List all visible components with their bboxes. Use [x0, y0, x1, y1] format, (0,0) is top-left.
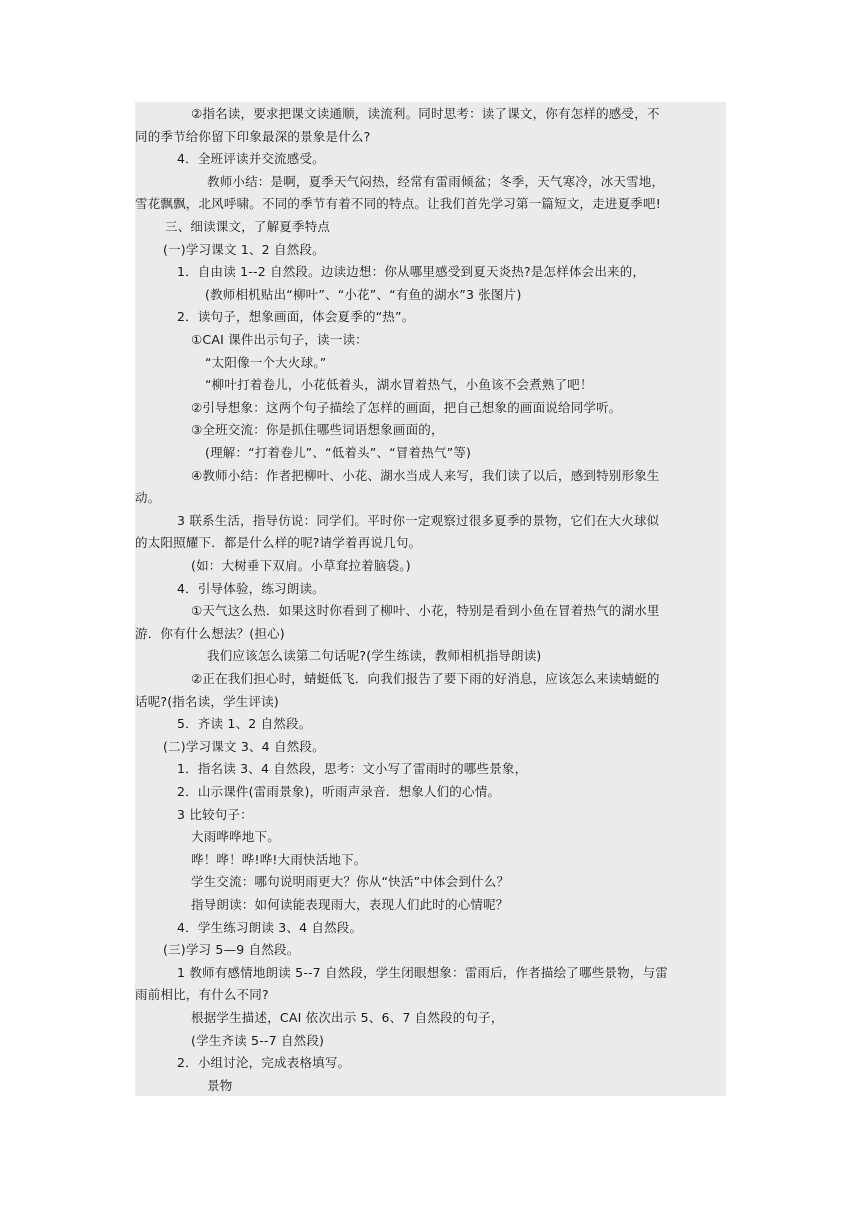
text-line: ④教师小结：作者把柳叶、小花、湖水当成人来写，我们读了以后，感到特别形象生	[191, 467, 660, 483]
text-line: 大雨哗哗地下。	[191, 829, 280, 845]
text-line: 1 教师有感情地朗读 5--7 自然段，学生闭眼想象：雷雨后，作者描绘了哪些景物，与雷	[177, 964, 668, 980]
text-line: 哗！哗！哗!哗!大雨快活地下。	[191, 851, 367, 867]
text-line: (三)学习 5—9 自然段。	[163, 942, 300, 958]
text-line: (理解：“打着卷儿”、“低着头”、“冒着热气”等)	[205, 445, 472, 460]
text-line: 4．全班评读并交流感受。	[177, 151, 325, 167]
text-line: 三、细读课文，了解夏季特点	[165, 219, 331, 234]
text-line: 景物	[207, 1077, 233, 1093]
text-line: (学生齐读 5--7 自然段)	[191, 1032, 325, 1048]
text-line: ②正在我们担心时，蜻蜓低飞．向我们报告了要下雨的好消息，应该怎么来读蜻蜓的	[191, 671, 660, 686]
text-line: 动。	[135, 490, 161, 506]
text-line: 话呢?(指名读，学生评读)	[135, 693, 279, 709]
text-line: 雨前相比，有什么不同?	[135, 987, 269, 1003]
text-line: ①天气这么热．如果这时你看到了柳叶、小花，特别是看到小鱼在冒着热气的湖水里	[191, 603, 660, 619]
text-line: (教师相机贴出“柳叶”、“小花”、“有鱼的湖水”3 张图片)	[205, 286, 522, 302]
text-line: “太阳像一个大火球。”	[205, 354, 327, 370]
text-line: 2．山示课件(雷雨景象)，听雨声录音．想象人们的心情。	[177, 784, 501, 799]
text-line: 指导朗读：如何读能表现雨大，表现人们此时的心情呢？	[191, 897, 509, 912]
text-line: (如：大树垂下双肩。小草耷拉着脑袋。)	[191, 558, 411, 573]
text-line: 2．小组讨沦，完成表格填写。	[177, 1055, 351, 1071]
text-line: 雪花飘飘，北风呼啸。不同的季节有着不同的特点。让我们首先学习第一篇短文，走进夏季吧!	[135, 196, 661, 212]
text-line: (一)学习课文 1、2 自然段。	[163, 241, 325, 257]
text-line: 我们应该怎么读第二句话呢?(学生练读，教师相机指导朗读)	[207, 648, 542, 664]
text-line: “柳叶打着卷儿，小花低着头，湖水冒着热气，小鱼该不会煮熟了吧！	[205, 377, 593, 393]
text-line: 游．你有什么想法？(担心)	[135, 625, 285, 641]
text-line: 学生交流：哪句说明雨更大？你从“快活”中体会到什么？	[191, 874, 510, 890]
text-line: 3 联系生活，指导仿说：同学们。平时你一定观察过很多夏季的景物，它们在大火球似	[177, 512, 660, 528]
text-line: ③全班交流：你是抓住哪些词语想象画面的，	[191, 422, 444, 438]
text-line: 5．齐读 1、2 自然段。	[177, 716, 312, 732]
text-line: ②引导想象：这两个句子描绘了怎样的画面，把自己想象的画面说给同学听。	[191, 399, 622, 415]
text-line: 教师小结：是啊，夏季天气闷热，经常有雷雨倾盆；冬季，天气寒冷，冰天雪地，	[207, 173, 665, 189]
text-line: 同的季节给你留下印象最深的景象是什么?	[135, 128, 371, 144]
text-line: 根据学生描述，CAI 依次出示 5、6、7 自然段的句子，	[191, 1010, 504, 1025]
text-line: 3 比较句子：	[177, 806, 253, 822]
text-line: 2．读句子，想象画面，体会夏季的“热”。	[177, 309, 415, 325]
document-page	[135, 102, 726, 1096]
text-line: ②指名读，要求把课文读通顺，读流利。同时思考：读了课文，你有怎样的感受，不	[191, 106, 660, 121]
text-line: 4．学生练习朗读 3、4 自然段。	[177, 919, 363, 935]
text-line: 的太阳照耀下．都是什么样的呢?请学着再说几句。	[135, 535, 422, 551]
text-line: ①CAI 课件出示句子，读一读：	[191, 332, 368, 347]
text-line: 1．指名读 3、4 自然段，思考：文小写了雷雨时的哪些景象，	[177, 761, 528, 777]
text-line: 1．自由读 1--2 自然段。边读边想：你从哪里感受到夏天炎热?是怎样体会出来的，	[177, 264, 646, 280]
text-line: 4．引导体验，练习朗读。	[177, 580, 325, 596]
text-line: (二)学习课文 3、4 自然段。	[163, 738, 325, 754]
